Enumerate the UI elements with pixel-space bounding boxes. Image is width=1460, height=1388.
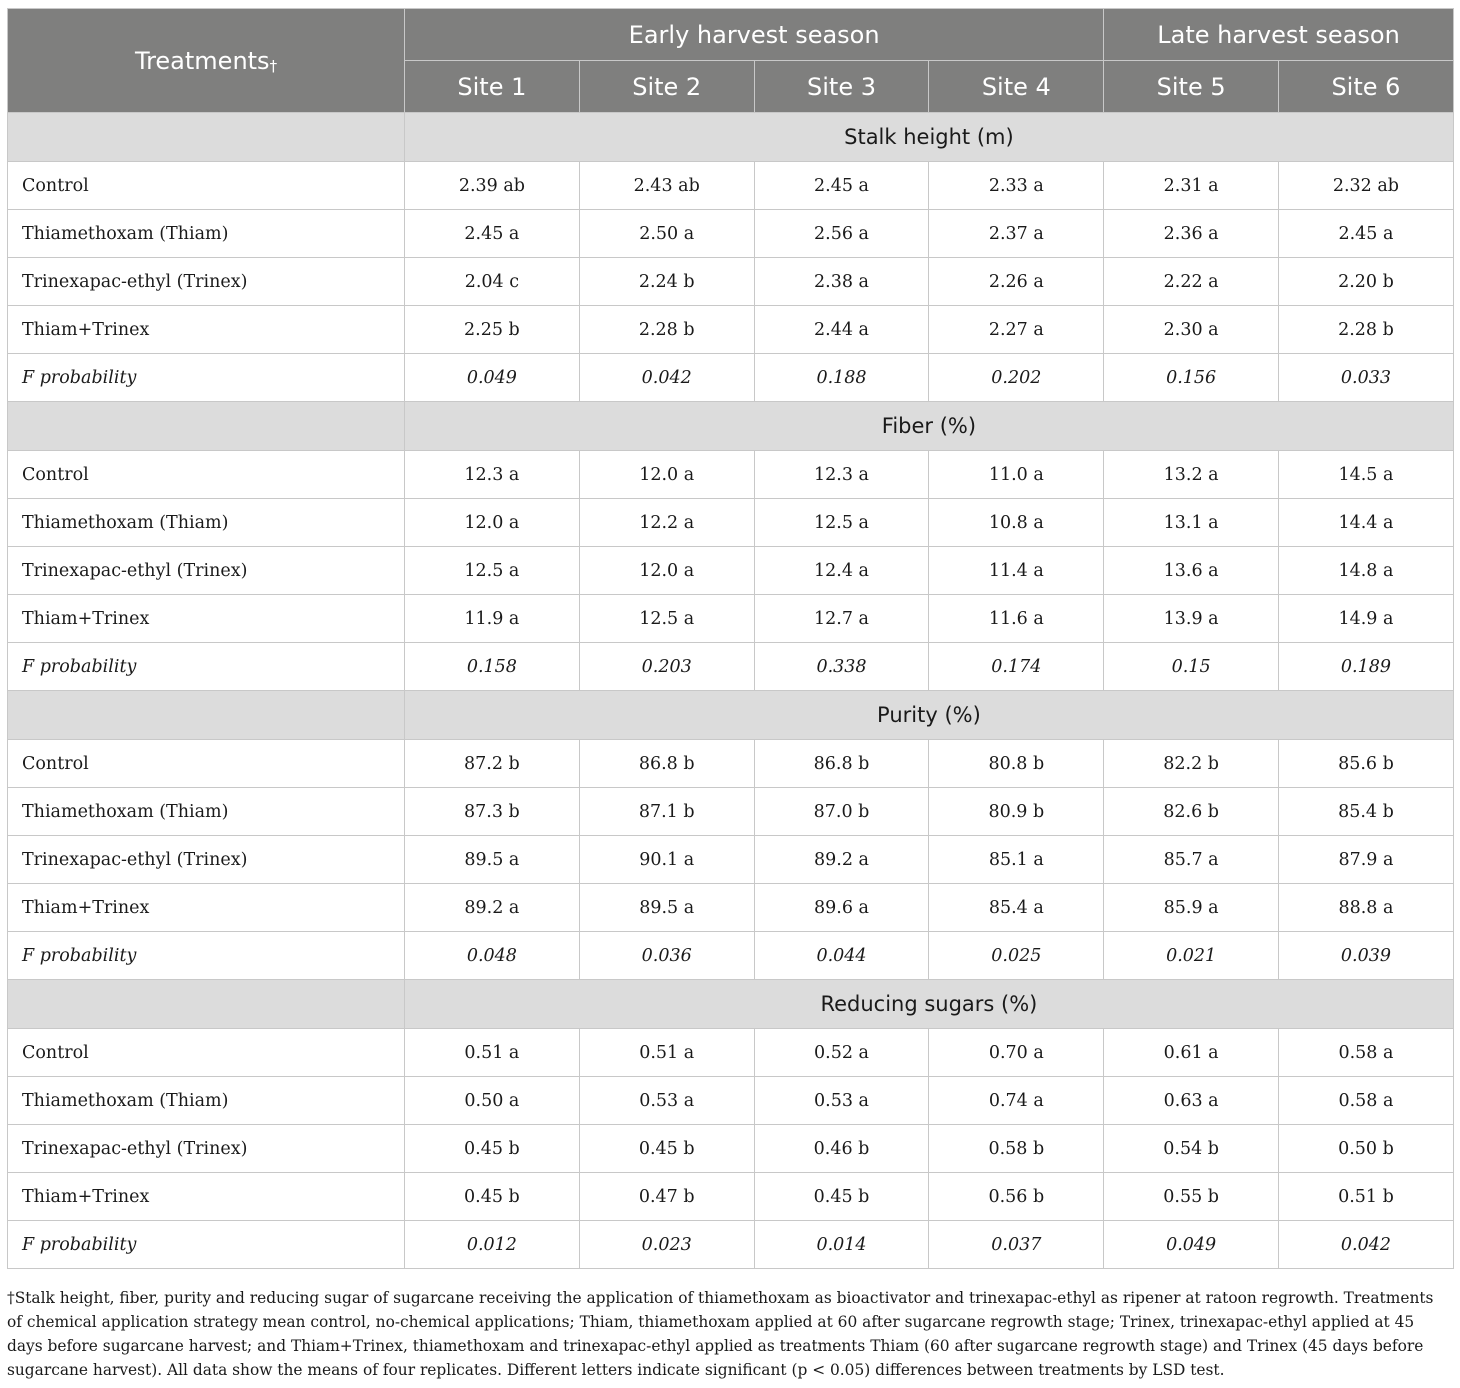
- treatment-name: Control: [8, 1029, 405, 1077]
- value-cell: 0.46 b: [754, 1125, 929, 1173]
- value-cell: 0.58 a: [1279, 1029, 1454, 1077]
- value-cell: 0.70 a: [929, 1029, 1104, 1077]
- value-cell: 89.5 a: [405, 836, 580, 884]
- value-cell: 0.042: [579, 354, 754, 402]
- value-cell: 14.5 a: [1279, 451, 1454, 499]
- treatment-name: F probability: [8, 354, 405, 402]
- value-cell: 0.037: [929, 1221, 1104, 1269]
- treatment-name: Thiam+Trinex: [8, 306, 405, 354]
- value-cell: 0.51 a: [405, 1029, 580, 1077]
- value-cell: 2.37 a: [929, 210, 1104, 258]
- value-cell: 0.63 a: [1104, 1077, 1279, 1125]
- value-cell: 0.012: [405, 1221, 580, 1269]
- value-cell: 11.6 a: [929, 595, 1104, 643]
- value-cell: 85.1 a: [929, 836, 1104, 884]
- value-cell: 0.74 a: [929, 1077, 1104, 1125]
- value-cell: 0.202: [929, 354, 1104, 402]
- treatments-header: [8, 9, 405, 113]
- value-cell: 12.0 a: [579, 451, 754, 499]
- value-cell: 2.36 a: [1104, 210, 1279, 258]
- site-header: Site 5: [1104, 61, 1279, 113]
- section-blank-cell: [8, 691, 405, 740]
- value-cell: 2.45 a: [405, 210, 580, 258]
- value-cell: 2.56 a: [754, 210, 929, 258]
- value-cell: 13.2 a: [1104, 451, 1279, 499]
- value-cell: 85.4 a: [929, 884, 1104, 932]
- treatment-name: Control: [8, 740, 405, 788]
- value-cell: 0.188: [754, 354, 929, 402]
- results-table: [7, 8, 1454, 1269]
- treatment-name: F probability: [8, 643, 405, 691]
- site-header: Site 6: [1279, 61, 1454, 113]
- value-cell: 0.014: [754, 1221, 929, 1269]
- value-cell: 0.023: [579, 1221, 754, 1269]
- value-cell: 87.9 a: [1279, 836, 1454, 884]
- value-cell: 14.9 a: [1279, 595, 1454, 643]
- value-cell: 90.1 a: [579, 836, 754, 884]
- value-cell: 12.5 a: [405, 547, 580, 595]
- table-row: [8, 884, 1454, 932]
- site-header: Site 3: [754, 61, 929, 113]
- value-cell: 12.3 a: [405, 451, 580, 499]
- value-cell: 0.51 b: [1279, 1173, 1454, 1221]
- treatment-name: Thiamethoxam (Thiam): [8, 210, 405, 258]
- treatment-name: Control: [8, 451, 405, 499]
- value-cell: 87.1 b: [579, 788, 754, 836]
- value-cell: 12.4 a: [754, 547, 929, 595]
- value-cell: 80.8 b: [929, 740, 1104, 788]
- value-cell: 2.27 a: [929, 306, 1104, 354]
- treatment-name: Thiamethoxam (Thiam): [8, 1077, 405, 1125]
- value-cell: 2.28 b: [579, 306, 754, 354]
- table-row: [8, 595, 1454, 643]
- value-cell: 2.24 b: [579, 258, 754, 306]
- value-cell: 86.8 b: [579, 740, 754, 788]
- f-probability-row: [8, 932, 1454, 980]
- treatment-name: F probability: [8, 932, 405, 980]
- value-cell: 12.5 a: [579, 595, 754, 643]
- treatment-name: Thiam+Trinex: [8, 1173, 405, 1221]
- section-header-row: [8, 691, 1454, 740]
- table-row: [8, 499, 1454, 547]
- value-cell: 0.174: [929, 643, 1104, 691]
- early-season-header: Early harvest season: [405, 9, 1104, 61]
- table-row: [8, 1077, 1454, 1125]
- table-row: [8, 740, 1454, 788]
- value-cell: 2.39 ab: [405, 162, 580, 210]
- value-cell: 2.50 a: [579, 210, 754, 258]
- value-cell: 2.31 a: [1104, 162, 1279, 210]
- value-cell: 2.26 a: [929, 258, 1104, 306]
- treatment-name: Thiam+Trinex: [8, 884, 405, 932]
- value-cell: 2.32 ab: [1279, 162, 1454, 210]
- treatment-name: F probability: [8, 1221, 405, 1269]
- value-cell: 13.9 a: [1104, 595, 1279, 643]
- section-title: Purity (%): [405, 691, 1454, 740]
- treatment-name: Trinexapac-ethyl (Trinex): [8, 1125, 405, 1173]
- value-cell: 2.04 c: [405, 258, 580, 306]
- section-title: Reducing sugars (%): [405, 980, 1454, 1029]
- value-cell: 0.338: [754, 643, 929, 691]
- value-cell: 0.54 b: [1104, 1125, 1279, 1173]
- value-cell: 0.47 b: [579, 1173, 754, 1221]
- table-header: [8, 9, 1454, 113]
- late-season-header: Late harvest season: [1104, 9, 1454, 61]
- value-cell: 0.049: [405, 354, 580, 402]
- value-cell: 2.45 a: [754, 162, 929, 210]
- value-cell: 2.45 a: [1279, 210, 1454, 258]
- value-cell: 0.45 b: [579, 1125, 754, 1173]
- value-cell: 13.6 a: [1104, 547, 1279, 595]
- value-cell: 12.5 a: [754, 499, 929, 547]
- table-row: [8, 836, 1454, 884]
- table-footnote: †Stalk height, fiber, purity and reducing sugar of sugarcane receiving the application of thiamethoxam as bioactivator and trinexapac-ethyl as ripener at ratoon regrowth. Treatments of chemical application strategy mean control, no-chemical applications; Thiam, thiamethoxam applied at 60 after sugarcane regrowth stage; Trinex, trinexapac-ethyl applied at 45 days before sugarcane harvest; and Thiam+Trinex, thiamethoxam and trinexapac-ethyl applied as treatments Thiam (60 after sugarcane regrowth stage) and Trinex (45 days before sugarcane harvest). All data show the means of four replicates. Different letters indicate significant (p < 0.05) differences between treatments by LSD test.: [7, 1289, 1434, 1379]
- value-cell: 2.22 a: [1104, 258, 1279, 306]
- value-cell: 12.2 a: [579, 499, 754, 547]
- section-title: Stalk height (m): [405, 113, 1454, 162]
- treatment-name: Trinexapac-ethyl (Trinex): [8, 258, 405, 306]
- value-cell: 87.2 b: [405, 740, 580, 788]
- treatment-name: Trinexapac-ethyl (Trinex): [8, 836, 405, 884]
- value-cell: 85.7 a: [1104, 836, 1279, 884]
- value-cell: 0.15: [1104, 643, 1279, 691]
- value-cell: 10.8 a: [929, 499, 1104, 547]
- table-row: [8, 1125, 1454, 1173]
- f-probability-row: [8, 354, 1454, 402]
- treatment-name: Thiam+Trinex: [8, 595, 405, 643]
- treatment-name: Trinexapac-ethyl (Trinex): [8, 547, 405, 595]
- value-cell: 11.9 a: [405, 595, 580, 643]
- table-row: [8, 1173, 1454, 1221]
- dagger-mark: †: [269, 56, 278, 75]
- section-header-row: [8, 980, 1454, 1029]
- value-cell: 80.9 b: [929, 788, 1104, 836]
- value-cell: 0.189: [1279, 643, 1454, 691]
- value-cell: 2.28 b: [1279, 306, 1454, 354]
- value-cell: 0.156: [1104, 354, 1279, 402]
- value-cell: 87.0 b: [754, 788, 929, 836]
- table-row: [8, 162, 1454, 210]
- section-header-row: [8, 402, 1454, 451]
- value-cell: 88.8 a: [1279, 884, 1454, 932]
- value-cell: 87.3 b: [405, 788, 580, 836]
- value-cell: 0.53 a: [754, 1077, 929, 1125]
- treatments-label: Treatments: [134, 46, 270, 75]
- value-cell: 14.4 a: [1279, 499, 1454, 547]
- table-row: [8, 258, 1454, 306]
- treatment-name: Control: [8, 162, 405, 210]
- value-cell: 0.55 b: [1104, 1173, 1279, 1221]
- value-cell: 2.38 a: [754, 258, 929, 306]
- value-cell: 0.049: [1104, 1221, 1279, 1269]
- section-blank-cell: [8, 402, 405, 451]
- value-cell: 0.036: [579, 932, 754, 980]
- f-probability-row: [8, 1221, 1454, 1269]
- table-row: [8, 210, 1454, 258]
- site-header: Site 4: [929, 61, 1104, 113]
- f-probability-row: [8, 643, 1454, 691]
- value-cell: 12.0 a: [405, 499, 580, 547]
- value-cell: 2.43 ab: [579, 162, 754, 210]
- table-row: [8, 547, 1454, 595]
- value-cell: 0.025: [929, 932, 1104, 980]
- value-cell: 0.50 b: [1279, 1125, 1454, 1173]
- value-cell: 0.203: [579, 643, 754, 691]
- value-cell: 0.45 b: [405, 1125, 580, 1173]
- value-cell: 11.0 a: [929, 451, 1104, 499]
- value-cell: 0.58 a: [1279, 1077, 1454, 1125]
- value-cell: 0.51 a: [579, 1029, 754, 1077]
- value-cell: 89.5 a: [579, 884, 754, 932]
- value-cell: 14.8 a: [1279, 547, 1454, 595]
- value-cell: 82.6 b: [1104, 788, 1279, 836]
- value-cell: 0.45 b: [405, 1173, 580, 1221]
- value-cell: 0.044: [754, 932, 929, 980]
- value-cell: 0.033: [1279, 354, 1454, 402]
- value-cell: 0.048: [405, 932, 580, 980]
- value-cell: 0.52 a: [754, 1029, 929, 1077]
- value-cell: 0.61 a: [1104, 1029, 1279, 1077]
- table-row: [8, 1029, 1454, 1077]
- treatment-name: Thiamethoxam (Thiam): [8, 788, 405, 836]
- table-row: [8, 788, 1454, 836]
- site-header: Site 1: [405, 61, 580, 113]
- value-cell: 89.2 a: [754, 836, 929, 884]
- value-cell: 0.58 b: [929, 1125, 1104, 1173]
- value-cell: 85.6 b: [1279, 740, 1454, 788]
- value-cell: 0.45 b: [754, 1173, 929, 1221]
- value-cell: 86.8 b: [754, 740, 929, 788]
- value-cell: 13.1 a: [1104, 499, 1279, 547]
- value-cell: 0.039: [1279, 932, 1454, 980]
- table-body: [8, 113, 1454, 1269]
- value-cell: 85.4 b: [1279, 788, 1454, 836]
- results-table-container: [7, 8, 1453, 1269]
- value-cell: 89.6 a: [754, 884, 929, 932]
- value-cell: 12.7 a: [754, 595, 929, 643]
- value-cell: 0.042: [1279, 1221, 1454, 1269]
- value-cell: 0.56 b: [929, 1173, 1104, 1221]
- value-cell: 0.158: [405, 643, 580, 691]
- section-blank-cell: [8, 113, 405, 162]
- value-cell: 82.2 b: [1104, 740, 1279, 788]
- table-row: [8, 451, 1454, 499]
- value-cell: 12.3 a: [754, 451, 929, 499]
- value-cell: 12.0 a: [579, 547, 754, 595]
- section-blank-cell: [8, 980, 405, 1029]
- value-cell: 85.9 a: [1104, 884, 1279, 932]
- table-row: [8, 306, 1454, 354]
- value-cell: 89.2 a: [405, 884, 580, 932]
- value-cell: 2.33 a: [929, 162, 1104, 210]
- value-cell: 0.021: [1104, 932, 1279, 980]
- value-cell: 11.4 a: [929, 547, 1104, 595]
- value-cell: 2.44 a: [754, 306, 929, 354]
- section-title: Fiber (%): [405, 402, 1454, 451]
- treatment-name: Thiamethoxam (Thiam): [8, 499, 405, 547]
- value-cell: 0.53 a: [579, 1077, 754, 1125]
- site-header: Site 2: [579, 61, 754, 113]
- value-cell: 0.50 a: [405, 1077, 580, 1125]
- value-cell: 2.30 a: [1104, 306, 1279, 354]
- value-cell: 2.25 b: [405, 306, 580, 354]
- section-header-row: [8, 113, 1454, 162]
- value-cell: 2.20 b: [1279, 258, 1454, 306]
